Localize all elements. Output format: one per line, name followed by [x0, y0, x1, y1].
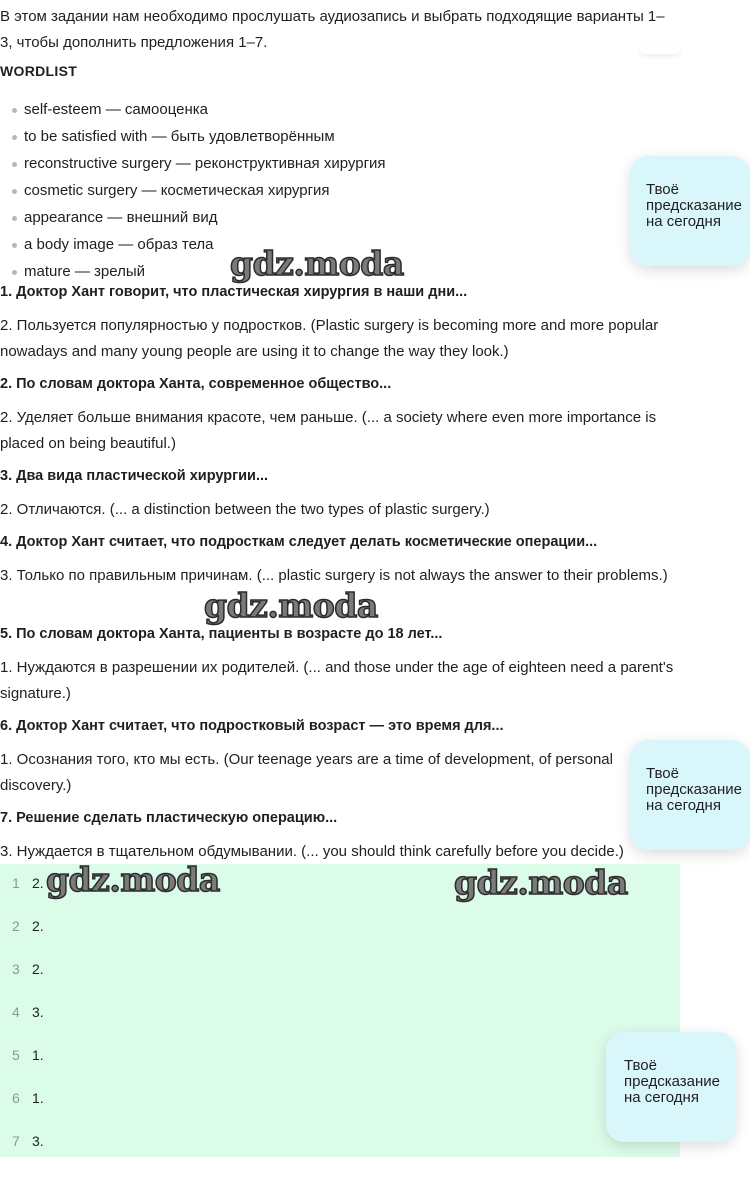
promo-line: Твоё — [624, 1057, 657, 1074]
answer-number: 5 — [12, 1047, 20, 1063]
answer-value: 2. — [32, 961, 44, 977]
answer-value: 2. — [32, 875, 44, 891]
question-5: 5. По словам доктора Ханта, пациенты в возрасте до 18 лет... — [0, 626, 443, 642]
answer-value: 1. — [32, 1047, 44, 1063]
answers-table — [0, 864, 680, 1157]
horoscope-promo-widget[interactable] — [606, 1032, 736, 1142]
answer-number: 2 — [12, 918, 20, 934]
wordlist-item: mature — зрелый — [0, 258, 386, 285]
question-1: 1. Доктор Хант говорит, что пластическая хирургия в наши дни... — [0, 284, 468, 300]
wordlist-item: reconstructive surgery — реконструктивная хирургия — [0, 150, 386, 177]
answer-number: 6 — [12, 1090, 20, 1106]
promo-line: на сегодня — [624, 1089, 699, 1106]
answer-number: 4 — [12, 1004, 20, 1020]
promo-line: Твоё — [646, 765, 679, 782]
question-6: 6. Доктор Хант считает, что подростковый возраст — это время для... — [0, 718, 504, 734]
horoscope-promo-widget[interactable] — [630, 740, 750, 850]
promo-line: предсказание — [646, 197, 743, 214]
answer-7: 3. Нуждается в тщательном обдумывании. (... you should think carefully before you decide.) — [0, 843, 624, 860]
intro-text: В этом задании нам необходимо прослушать аудиозапись и выбрать подходящие варианты 1–3, чтобы дополнить предложения 1–7. — [0, 8, 665, 51]
wordlist-item: appearance — внешний вид — [0, 204, 386, 231]
answer-1: 2. Пользуется популярностью у подростков. (Plastic surgery is becoming more and more popular nowadays and many young people are using it to change the way they look.) — [0, 317, 659, 360]
wordlist-title: WORDLIST — [0, 63, 78, 79]
answer-number: 7 — [12, 1133, 20, 1149]
question-7: 7. Решение сделать пластическую операцию... — [0, 810, 338, 826]
horoscope-promo-widget[interactable] — [630, 156, 750, 266]
promo-line: на сегодня — [646, 797, 721, 814]
answer-number: 3 — [12, 961, 20, 977]
answer-4: 3. Только по правильным причинам. (... plastic surgery is not always the answer to their problems.) — [0, 567, 668, 584]
question-3: 3. Два вида пластической хирургии... — [0, 468, 269, 484]
promo-line: на сегодня — [646, 213, 721, 230]
watermark-logo: gdz.moda — [204, 586, 378, 625]
answer-2: 2. Уделяет больше внимания красоте, чем раньше. (... a society where even more importance is placed on being beautiful.) — [0, 409, 657, 452]
wordlist-item: to be satisfied with — быть удовлетворённым — [0, 123, 386, 150]
promo-widget-shadow — [640, 44, 680, 54]
answer-value: 1. — [32, 1090, 44, 1106]
promo-line: Твоё — [646, 181, 679, 198]
answer-number: 1 — [12, 875, 20, 891]
wordlist-item: a body image — образ тела — [0, 231, 386, 258]
promo-line: предсказание — [646, 781, 743, 798]
watermark-logo: gdz.moda — [454, 863, 628, 902]
answer-3: 2. Отличаются. (... a distinction between the two types of plastic surgery.) — [0, 501, 490, 518]
wordlist-item: self-esteem — самооценка — [0, 96, 386, 123]
watermark-logo: gdz.moda — [46, 860, 220, 899]
question-2: 2. По словам доктора Ханта, современное общество... — [0, 376, 392, 392]
answer-value: 3. — [32, 1133, 44, 1149]
wordlist-item: cosmetic surgery — косметическая хирургия — [0, 177, 386, 204]
question-4: 4. Доктор Хант считает, что подросткам следует делать косметические операции... — [0, 534, 598, 550]
answer-value: 3. — [32, 1004, 44, 1020]
answer-value: 2. — [32, 918, 44, 934]
watermark-logo: gdz.moda — [230, 244, 404, 283]
answer-6: 1. Осознания того, кто мы есть. (Our teenage years are a time of development, of personal discovery.) — [0, 751, 613, 794]
answer-5: 1. Нуждаются в разрешении их родителей. (... and those under the age of eighteen need a parent's signature.) — [0, 659, 674, 702]
promo-line: предсказание — [624, 1073, 721, 1090]
